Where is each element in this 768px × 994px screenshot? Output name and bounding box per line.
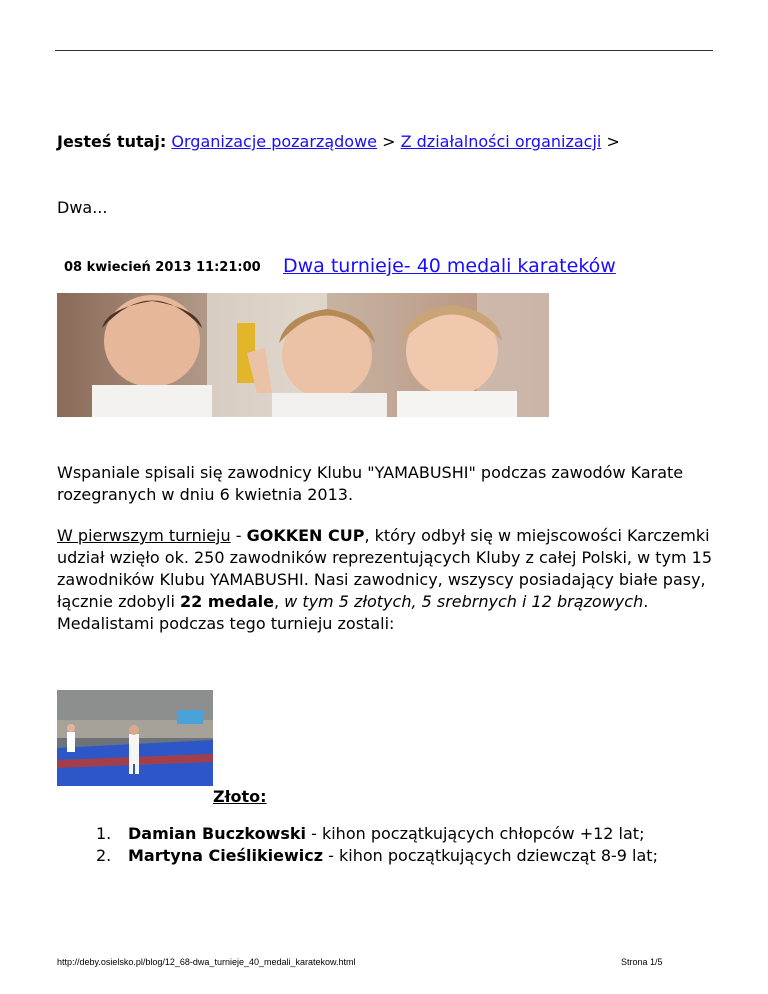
breadcrumb-separator: >	[377, 132, 401, 151]
athlete-name: Martyna Cieślikiewicz	[128, 846, 324, 865]
list-number: 1.	[96, 824, 112, 843]
article-date: 08 kwiecień 2013 11:21:00	[64, 260, 261, 275]
header-rule	[55, 50, 713, 51]
medal-count: 22 medale	[180, 592, 274, 611]
breadcrumb-prefix: Jesteś tutaj:	[57, 132, 167, 151]
gold-medal-list	[96, 823, 716, 867]
hero-photo	[57, 293, 549, 417]
first-tournament-paragraph	[57, 525, 717, 635]
tournament-photo	[57, 690, 213, 786]
medal-description: - kihon początkujących dziewcząt 8-9 lat;	[323, 846, 658, 865]
medal-description: - kihon początkujących chłopców +12 lat;	[306, 824, 645, 843]
breadcrumb-link-activities[interactable]: Z działalności organizacji	[400, 132, 602, 151]
athlete-name: Damian Buczkowski	[128, 824, 307, 843]
list-number: 2.	[96, 846, 112, 865]
intro-paragraph: Wspaniale spisali się zawodnicy Klubu "YAMABUSHI" podczas zawodów Karate rozegranych w dniu 6 kwietnia 2013.	[57, 463, 684, 504]
page-number: Strona 1/5	[621, 957, 663, 967]
gold-medals-heading: Złoto:	[213, 787, 267, 806]
medal-breakdown: w tym 5 złotych, 5 srebrnych i 12 brązowych	[284, 592, 644, 611]
list-item	[96, 823, 716, 845]
breadcrumb-link-organizations[interactable]: Organizacje pozarządowe	[171, 132, 378, 151]
paragraph-text-end: . Medalistami podczas tego turnieju zostali:	[57, 592, 649, 633]
comma-text: ,	[273, 592, 285, 611]
list-item	[96, 845, 716, 867]
breadcrumb-separator: >	[601, 132, 620, 151]
first-tournament-label: W pierwszym turnieju	[57, 526, 231, 545]
dash-text: -	[230, 526, 247, 545]
breadcrumb	[57, 132, 620, 152]
breadcrumb-current: Dwa...	[57, 198, 108, 217]
paragraph-text: , który odbył się w miejscowości Karczemki udział wzięło ok. 250 zawodników reprezentujących Kluby z całej Polski, w tym 15 zawodników Klubu YAMABUSHI. Nasi zawodnicy, wszyscy posiadający białe pasy, łącznie zdobyli	[57, 526, 713, 611]
footer-url: http://deby.osielsko.pl/blog/12_68-dwa_turnieje_40_medali_karatekow.html	[57, 957, 356, 967]
article-title-link[interactable]: Dwa turnieje- 40 medali karateków	[283, 255, 616, 277]
event-name: GOKKEN CUP	[246, 526, 365, 545]
